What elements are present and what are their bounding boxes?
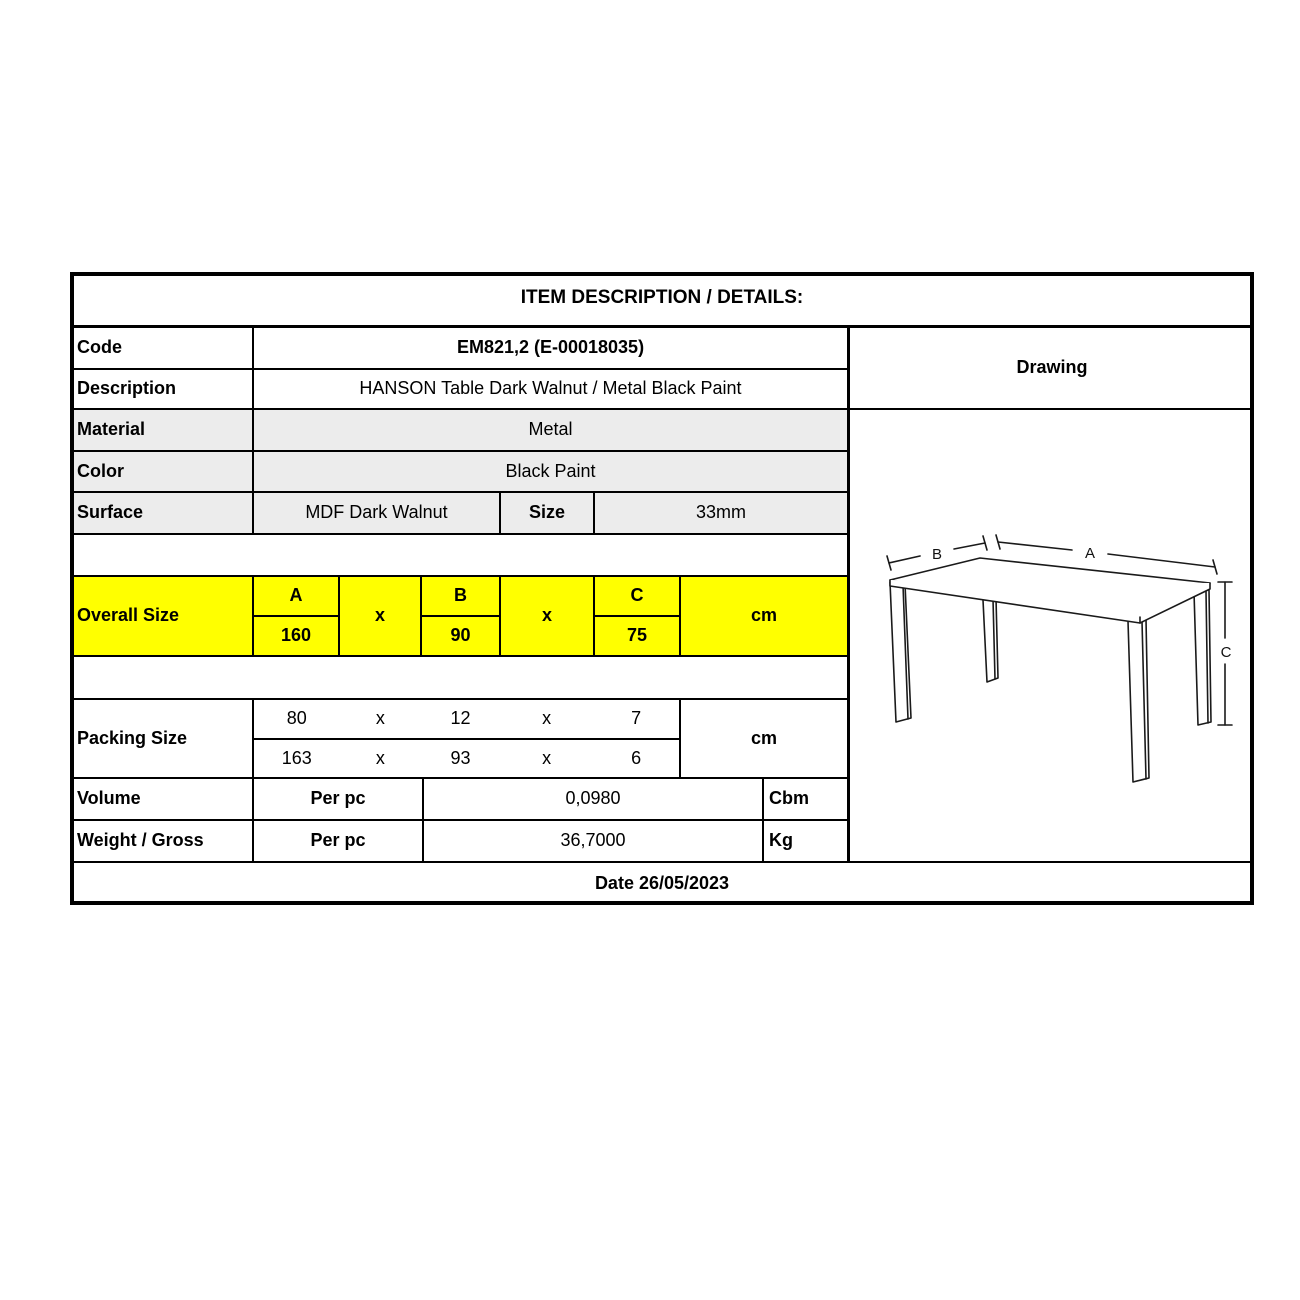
packing-size-row-1 <box>254 700 681 740</box>
overall-size-value-b: 90 <box>422 617 501 657</box>
overall-size-unit: cm <box>681 577 850 657</box>
packing-size-unit: cm <box>681 700 850 779</box>
table-top <box>890 558 1210 623</box>
packing-size-row-2 <box>254 740 681 779</box>
svg-text:C: C <box>1220 644 1232 661</box>
weight-value: 36,7000 <box>424 821 764 863</box>
item-description-table <box>70 272 1254 905</box>
description-value: HANSON Table Dark Walnut / Metal Black Paint <box>254 370 850 410</box>
size-value: 33mm <box>595 493 850 535</box>
packing-2-a: 163 <box>281 747 312 768</box>
code-label: Code <box>70 328 254 370</box>
svg-text:A: A <box>1084 545 1096 562</box>
spacer-row <box>70 657 850 700</box>
packing-2-x1: x <box>375 747 385 768</box>
color-label: Color <box>70 452 254 493</box>
overall-size-times-2: x <box>501 577 595 657</box>
table-sketch <box>850 410 1254 863</box>
table-leg-back-left <box>890 582 911 722</box>
svg-text:B: B <box>931 546 943 563</box>
overall-size-col-b: B <box>422 577 501 617</box>
packing-1-c: 7 <box>631 708 642 729</box>
overall-size-col-c: C <box>595 577 681 617</box>
overall-size-label: Overall Size <box>70 577 254 657</box>
code-value: EM821,2 (E-00018035) <box>254 328 850 370</box>
size-label: Size <box>501 493 595 535</box>
overall-size-value-a: 160 <box>254 617 340 657</box>
overall-size-col-a: A <box>254 577 340 617</box>
description-label: Description <box>70 370 254 410</box>
volume-per-pc: Per pc <box>254 779 424 821</box>
packing-1-x1: x <box>375 708 385 729</box>
packing-2-x2: x <box>542 747 552 768</box>
color-value: Black Paint <box>254 452 850 493</box>
packing-1-b: 12 <box>450 708 471 729</box>
table-leg-right <box>1194 590 1211 725</box>
material-label: Material <box>70 410 254 452</box>
dimension-line-c <box>1218 582 1232 725</box>
overall-size-value-c: 75 <box>595 617 681 657</box>
packing-1-a: 80 <box>286 708 307 729</box>
surface-value: MDF Dark Walnut <box>254 493 501 535</box>
date-row: Date 26/05/2023 <box>594 873 730 894</box>
overall-size-times-1: x <box>340 577 422 657</box>
table-leg-back-far <box>983 598 998 682</box>
packing-1-x2: x <box>542 708 552 729</box>
material-value: Metal <box>254 410 850 452</box>
table-leg-front <box>1128 619 1149 782</box>
table-title: ITEM DESCRIPTION / DETAILS: <box>70 272 1254 328</box>
packing-2-b: 93 <box>450 747 471 768</box>
volume-unit: Cbm <box>764 779 850 821</box>
packing-size-label: Packing Size <box>70 700 254 779</box>
drawing-area <box>850 410 1254 863</box>
spacer-row <box>70 535 850 577</box>
weight-unit: Kg <box>764 821 850 863</box>
volume-label: Volume <box>70 779 254 821</box>
weight-label: Weight / Gross <box>70 821 254 863</box>
drawing-header: Drawing <box>850 328 1254 410</box>
volume-value: 0,0980 <box>424 779 764 821</box>
packing-2-c: 6 <box>631 747 642 768</box>
surface-label: Surface <box>70 493 254 535</box>
weight-per-pc: Per pc <box>254 821 424 863</box>
